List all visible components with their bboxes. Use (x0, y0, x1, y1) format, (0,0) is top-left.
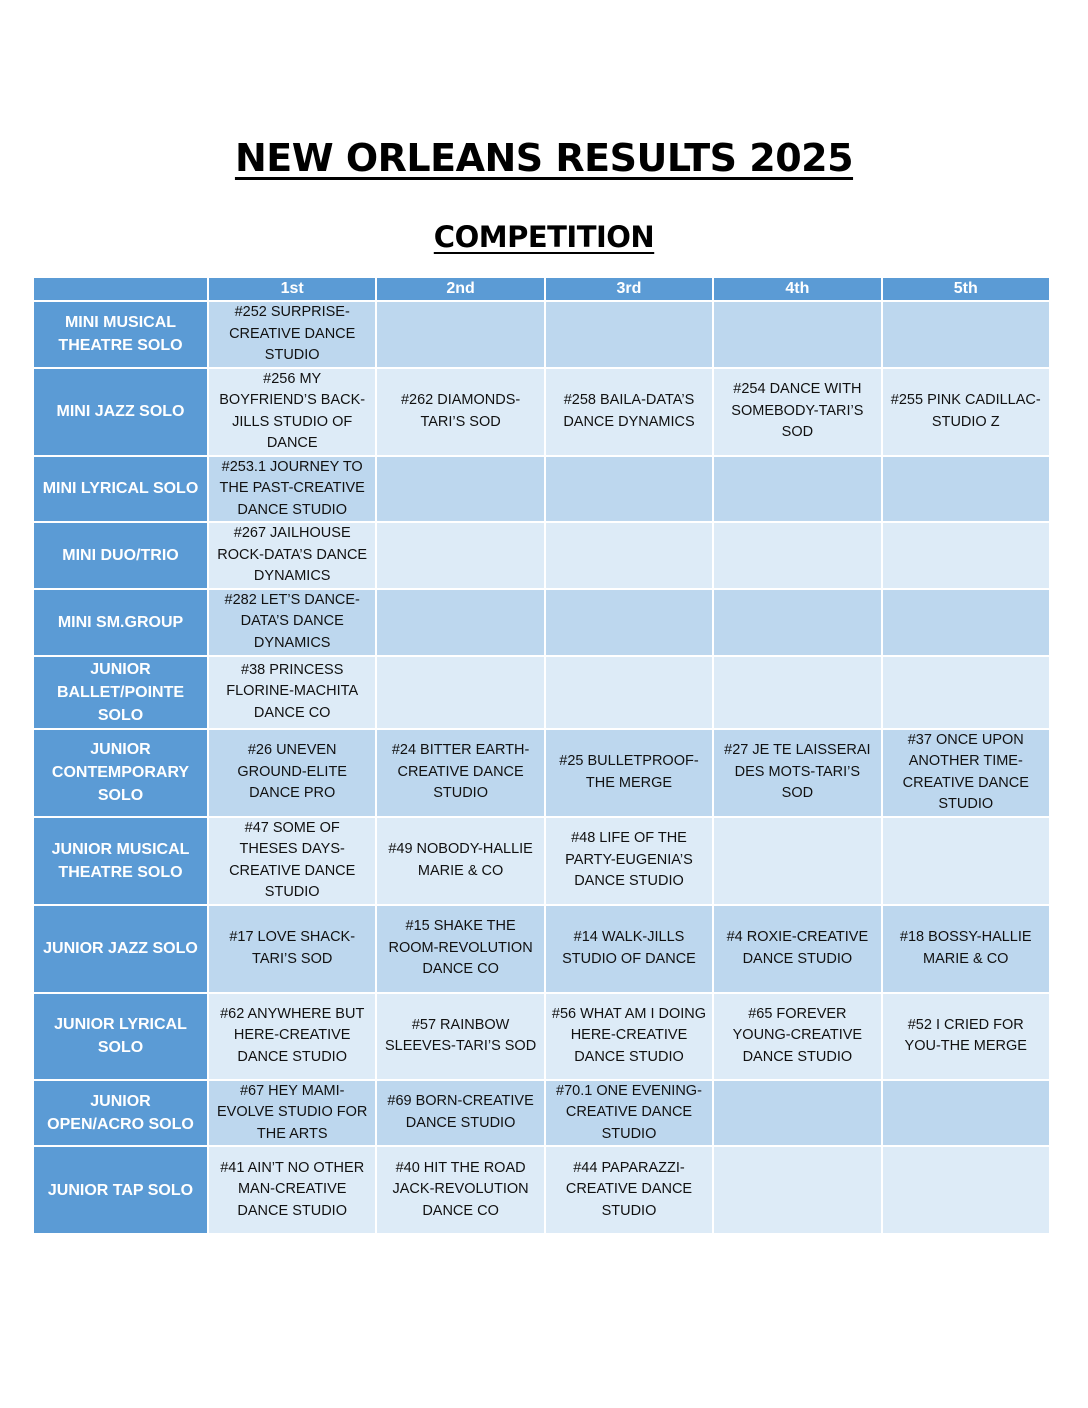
placement-cell (882, 522, 1050, 589)
placement-cell: #18 BOSSY-HALLIE MARIE & CO (882, 905, 1050, 993)
placement-cell (376, 589, 544, 656)
placement-cell: #62 ANYWHERE BUT HERE-CREATIVE DANCE STUDIO (208, 993, 376, 1080)
header-cell-5th: 5th (882, 277, 1050, 301)
placement-cell: #256 MY BOYFRIEND’S BACK-JILLS STUDIO OF DANCE (208, 368, 376, 456)
placement-cell (713, 817, 881, 905)
placement-cell (713, 1146, 881, 1234)
table-row (33, 993, 1050, 1080)
placement-cell: #254 DANCE WITH SOMEBODY-TARI’S SOD (713, 368, 881, 456)
table-row (33, 1080, 1050, 1147)
placement-cell: #14 WALK-JILLS STUDIO OF DANCE (545, 905, 713, 993)
placement-cell: #253.1 JOURNEY TO THE PAST-CREATIVE DANCE STUDIO (208, 456, 376, 523)
placement-cell: #44 PAPARAZZI-CREATIVE DANCE STUDIO (545, 1146, 713, 1234)
placement-cell (376, 656, 544, 729)
category-cell: JUNIOR CONTEMPORARY SOLO (33, 729, 208, 817)
placement-cell: #69 BORN-CREATIVE DANCE STUDIO (376, 1080, 544, 1147)
placement-cell: #38 PRINCESS FLORINE-MACHITA DANCE CO (208, 656, 376, 729)
placement-cell: #48 LIFE OF THE PARTY-EUGENIA’S DANCE STUDIO (545, 817, 713, 905)
table-row (33, 905, 1050, 993)
header-cell-category (33, 277, 208, 301)
placement-cell (882, 301, 1050, 368)
placement-cell: #65 FOREVER YOUNG-CREATIVE DANCE STUDIO (713, 993, 881, 1080)
placement-cell: #52 I CRIED FOR YOU-THE MERGE (882, 993, 1050, 1080)
page-title-text: NEW ORLEANS RESULTS 2025 (234, 136, 854, 180)
category-cell: MINI MUSICAL THEATRE SOLO (33, 301, 208, 368)
section-title-text: COMPETITION (433, 220, 655, 254)
table-row (33, 589, 1050, 656)
table-row (33, 729, 1050, 817)
placement-cell: #27 JE TE LAISSERAI DES MOTS-TARI’S SOD (713, 729, 881, 817)
placement-cell: #26 UNEVEN GROUND-ELITE DANCE PRO (208, 729, 376, 817)
placement-cell (545, 456, 713, 523)
placement-cell (545, 589, 713, 656)
section-title (0, 220, 1088, 254)
placement-cell: #25 BULLETPROOF-THE MERGE (545, 729, 713, 817)
placement-cell: #262 DIAMONDS-TARI’S SOD (376, 368, 544, 456)
table-row (33, 456, 1050, 523)
placement-cell (376, 301, 544, 368)
category-cell: JUNIOR JAZZ SOLO (33, 905, 208, 993)
table-row (33, 368, 1050, 456)
placement-cell (376, 522, 544, 589)
placement-cell: #255 PINK CADILLAC-STUDIO Z (882, 368, 1050, 456)
placement-cell: #56 WHAT AM I DOING HERE-CREATIVE DANCE STUDIO (545, 993, 713, 1080)
placement-cell: #47 SOME OF THESES DAYS-CREATIVE DANCE STUDIO (208, 817, 376, 905)
placement-cell: #67 HEY MAMI-EVOLVE STUDIO FOR THE ARTS (208, 1080, 376, 1147)
category-cell: MINI LYRICAL SOLO (33, 456, 208, 523)
placement-cell: #258 BAILA-DATA’S DANCE DYNAMICS (545, 368, 713, 456)
category-cell: MINI JAZZ SOLO (33, 368, 208, 456)
placement-cell (713, 456, 881, 523)
placement-cell: #37 ONCE UPON ANOTHER TIME-CREATIVE DANCE STUDIO (882, 729, 1050, 817)
placement-cell (545, 522, 713, 589)
table-row (33, 817, 1050, 905)
placement-cell (882, 456, 1050, 523)
category-cell: MINI SM.GROUP (33, 589, 208, 656)
placement-cell: #17 LOVE SHACK-TARI’S SOD (208, 905, 376, 993)
header-cell-1st: 1st (208, 277, 376, 301)
table-row (33, 656, 1050, 729)
results-table (32, 276, 1051, 1235)
placement-cell (713, 301, 881, 368)
placement-cell (882, 1080, 1050, 1147)
category-cell: JUNIOR MUSICAL THEATRE SOLO (33, 817, 208, 905)
placement-cell: #57 RAINBOW SLEEVES-TARI’S SOD (376, 993, 544, 1080)
placement-cell (882, 589, 1050, 656)
placement-cell (713, 589, 881, 656)
placement-cell (882, 656, 1050, 729)
category-cell: MINI DUO/TRIO (33, 522, 208, 589)
header-cell-4th: 4th (713, 277, 881, 301)
placement-cell: #4 ROXIE-CREATIVE DANCE STUDIO (713, 905, 881, 993)
header-row (33, 277, 1050, 301)
placement-cell (376, 456, 544, 523)
placement-cell (545, 301, 713, 368)
placement-cell: #252 SURPRISE-CREATIVE DANCE STUDIO (208, 301, 376, 368)
placement-cell (713, 522, 881, 589)
placement-cell: #24 BITTER EARTH-CREATIVE DANCE STUDIO (376, 729, 544, 817)
placement-cell: #70.1 ONE EVENING-CREATIVE DANCE STUDIO (545, 1080, 713, 1147)
placement-cell: #282 LET’S DANCE-DATA’S DANCE DYNAMICS (208, 589, 376, 656)
placement-cell (713, 1080, 881, 1147)
header-cell-2nd: 2nd (376, 277, 544, 301)
placement-cell (545, 656, 713, 729)
table-row (33, 1146, 1050, 1234)
table-row (33, 522, 1050, 589)
category-cell: JUNIOR BALLET/POINTE SOLO (33, 656, 208, 729)
page-title (0, 136, 1088, 180)
placement-cell: #41 AIN’T NO OTHER MAN-CREATIVE DANCE STUDIO (208, 1146, 376, 1234)
placement-cell (882, 817, 1050, 905)
header-cell-3rd: 3rd (545, 277, 713, 301)
placement-cell: #267 JAILHOUSE ROCK-DATA’S DANCE DYNAMICS (208, 522, 376, 589)
category-cell: JUNIOR LYRICAL SOLO (33, 993, 208, 1080)
placement-cell: #40 HIT THE ROAD JACK-REVOLUTION DANCE CO (376, 1146, 544, 1234)
placement-cell: #15 SHAKE THE ROOM-REVOLUTION DANCE CO (376, 905, 544, 993)
placement-cell (882, 1146, 1050, 1234)
category-cell: JUNIOR TAP SOLO (33, 1146, 208, 1234)
placement-cell: #49 NOBODY-HALLIE MARIE & CO (376, 817, 544, 905)
category-cell: JUNIOR OPEN/ACRO SOLO (33, 1080, 208, 1147)
placement-cell (713, 656, 881, 729)
table-row (33, 301, 1050, 368)
